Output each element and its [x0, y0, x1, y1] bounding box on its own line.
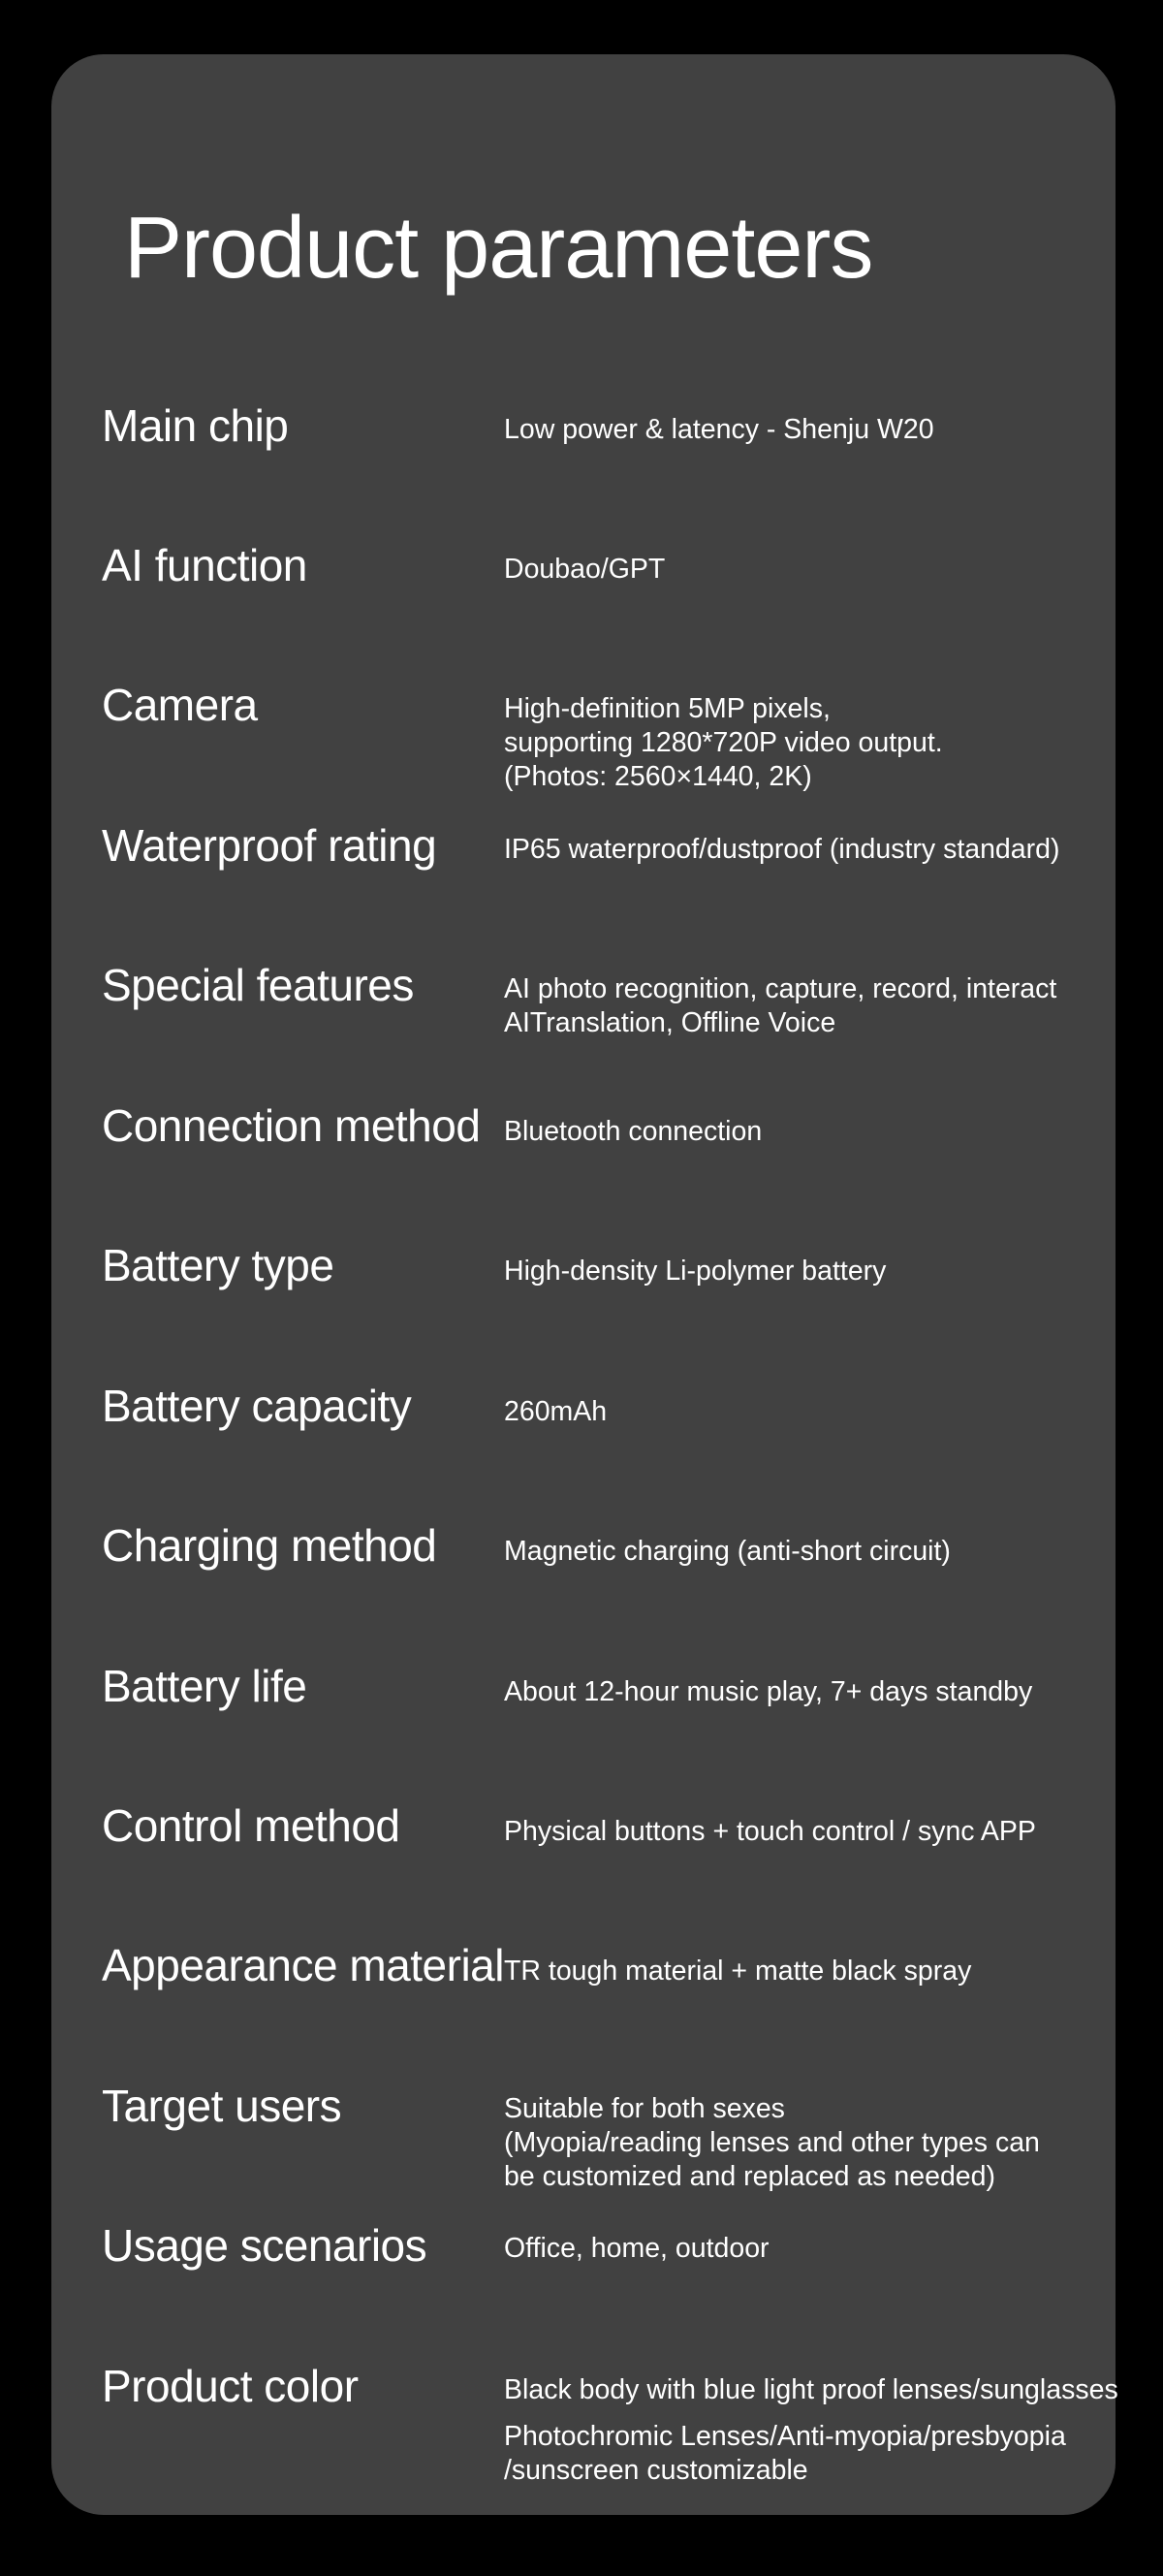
param-value-line: (Myopia/reading lenses and other types can	[504, 2127, 1040, 2158]
param-value-line: Physical buttons + touch control / sync APP	[504, 1816, 1036, 1847]
param-label: Special features	[102, 960, 414, 1010]
param-value-line: supporting 1280*720P video output.	[504, 727, 943, 758]
param-label: Appearance material	[102, 1940, 504, 1990]
param-value-line: Office, home, outdoor	[504, 2233, 770, 2264]
param-value-line: Black body with blue light proof lenses/sunglasses	[504, 2374, 1118, 2405]
param-value	[504, 1255, 886, 1288]
param-value-line: High-definition 5MP pixels,	[504, 693, 831, 724]
param-value-line: AITranslation, Offline Voice	[504, 1007, 836, 1038]
param-value-line: Magnetic charging (anti-short circuit)	[504, 1536, 951, 1567]
param-value	[504, 553, 665, 587]
product-color-footnote	[504, 2420, 1066, 2488]
param-value	[504, 2092, 1040, 2194]
param-value-line: About 12-hour music play, 7+ days standby	[504, 1676, 1033, 1707]
param-label: Charging method	[102, 1520, 437, 1571]
param-label: Battery life	[102, 1661, 307, 1711]
param-value	[504, 1815, 1036, 1849]
param-value-line: IP65 waterproof/dustproof (industry standard)	[504, 834, 1060, 865]
param-label: Connection method	[102, 1100, 481, 1151]
param-value-line: Bluetooth connection	[504, 1116, 763, 1147]
param-value	[504, 833, 1059, 867]
param-value	[504, 1675, 1032, 1709]
param-value-line: AI photo recognition, capture, record, interact	[504, 973, 1057, 1004]
param-value	[504, 692, 943, 794]
footnote-line: /sunscreen customizable	[504, 2455, 808, 2486]
param-value-line: 260mAh	[504, 1396, 608, 1427]
page-title: Product parameters	[124, 200, 873, 297]
param-value-line: Suitable for both sexes	[504, 2093, 785, 2124]
footnote-line: Photochromic Lenses/Anti-myopia/presbyopia	[504, 2421, 1066, 2452]
param-value-line: TR tough material + matte black spray	[504, 1956, 972, 1987]
param-label: AI function	[102, 540, 307, 590]
param-value	[504, 2373, 1118, 2407]
param-label: Battery type	[102, 1240, 334, 1290]
param-label: Usage scenarios	[102, 2220, 427, 2271]
param-value-line: Low power & latency - Shenju W20	[504, 414, 934, 445]
param-value	[504, 2232, 770, 2266]
param-label: Product color	[102, 2361, 359, 2411]
param-value-line: Doubao/GPT	[504, 554, 666, 585]
param-value	[504, 1395, 607, 1429]
param-value-line: (Photos: 2560×1440, 2K)	[504, 761, 812, 792]
param-label: Battery capacity	[102, 1381, 412, 1431]
param-value	[504, 413, 934, 447]
param-value	[504, 1115, 762, 1149]
param-label: Camera	[102, 680, 258, 730]
param-value-line: High-density Li-polymer battery	[504, 1256, 887, 1287]
param-label: Main chip	[102, 400, 289, 451]
param-value	[504, 972, 1056, 1040]
param-label: Target users	[102, 2081, 342, 2131]
param-value	[504, 1955, 971, 1988]
param-label: Waterproof rating	[102, 820, 437, 871]
param-value	[504, 1535, 951, 1569]
param-label: Control method	[102, 1800, 400, 1851]
param-value-line: be customized and replaced as needed)	[504, 2161, 996, 2192]
